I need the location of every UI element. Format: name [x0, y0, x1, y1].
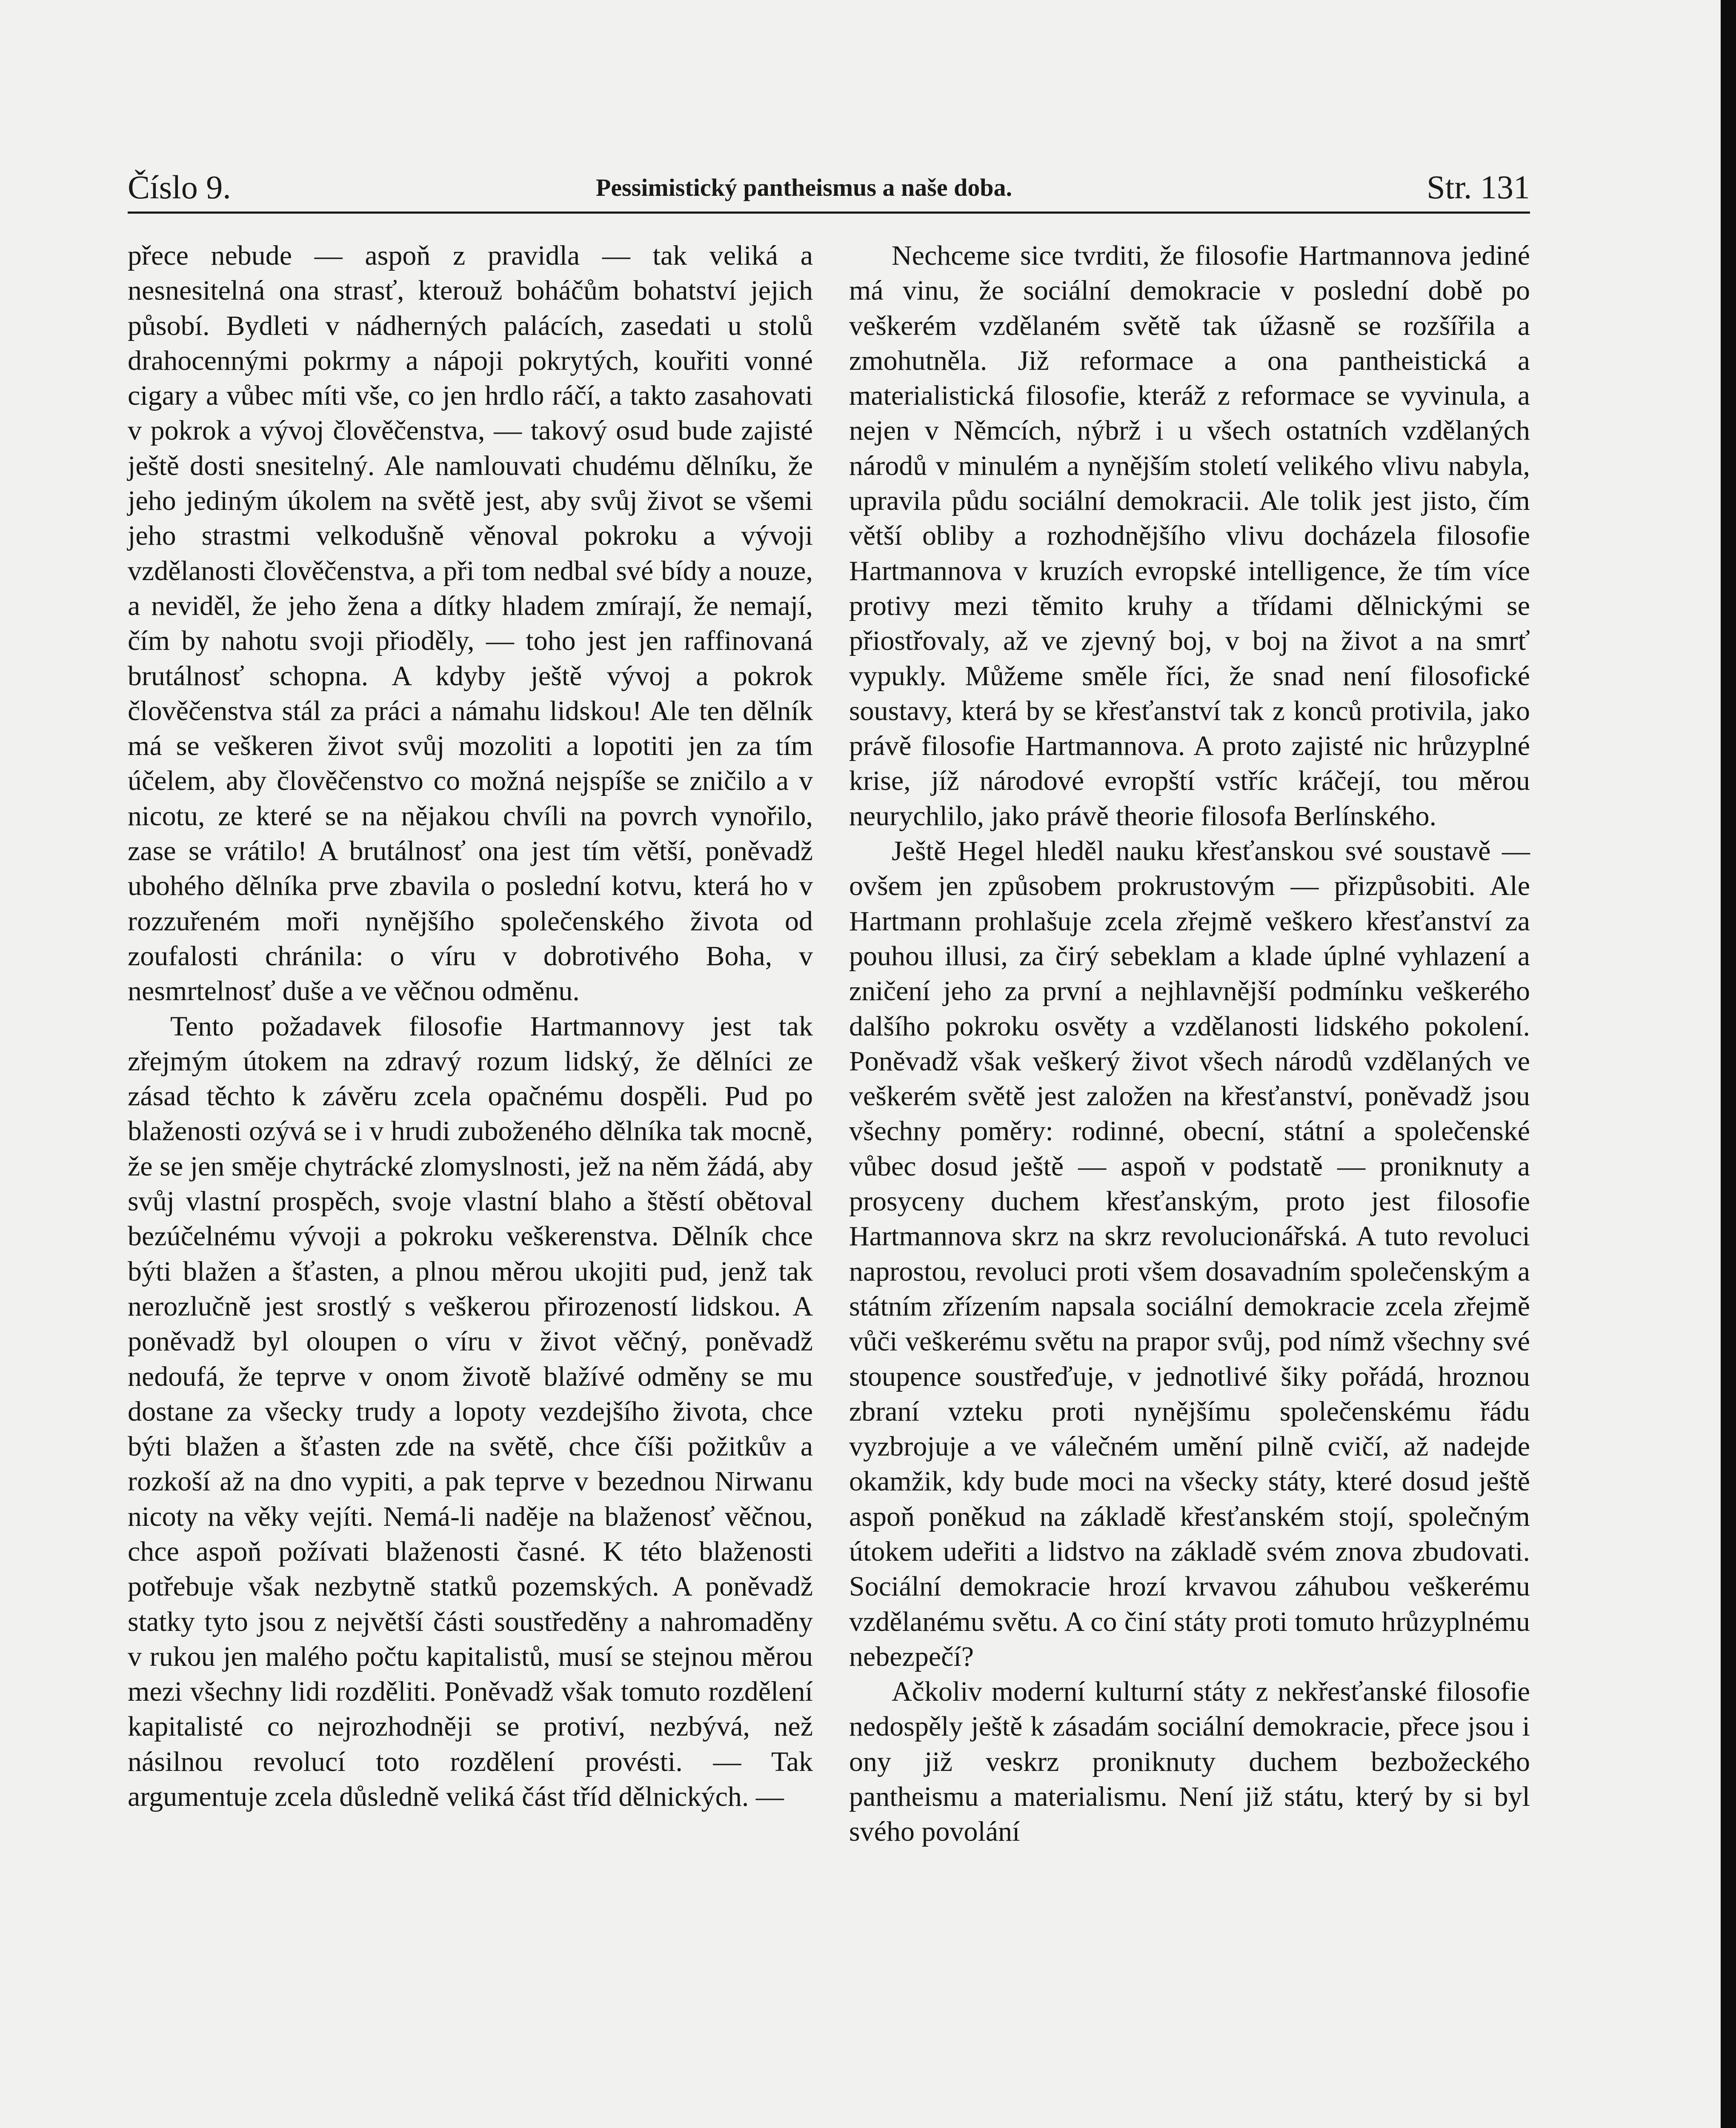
paragraph: Ačkoliv moderní kulturní státy z nekřesťanské filosofie nedospěly ještě k zásadám sociální demokracie, přece jsou i ony již veskrz proniknuty duchem bezbožeckého pantheismu a materialismu. Není již státu, který by si byl svého povolání: [849, 1676, 1530, 1848]
running-header: [128, 168, 1530, 206]
running-title: Pessimistický pantheismus a naše doba.: [596, 174, 1012, 201]
right-column: [849, 238, 1530, 1850]
paragraph: Tento požadavek filosofie Hartmannovy jest tak zřejmým útokem na zdravý rozum lidský, že dělníci ze zásad těchto k závěru zcela opačnému dospěli. Pud po blaženosti ozývá se i v hrudi zuboženého dělníka tak mocně, že se jen směje chytrácké zlomyslnosti, jež na něm žádá, aby svůj vlastní prospěch, svoje vlastní blaho a štěstí obětoval bezúčelnému vývoji a pokroku veškerenstva. Dělník chce býti blažen a šťasten, a plnou měrou ukojiti pud, jenž tak nerozlučně jest srostlý s veškerou přirozeností lidskou. A poněvadž byl oloupen o víru v život věčný, poněvadž nedoufá, že teprve v onom životě blažívé odměny se mu dostane za všecky trudy a lopoty vezdejšího života, chce býti blažen a šťasten zde na světě, chce číši požitkův a rozkoší až na dno vypiti, a pak teprve v bezednou Nirwanu nicoty na věky vejíti. Nemá-li naděje na blaženosť věčnou, chce aspoň požívati blaženosti časné. K této blaženosti potřebuje však nezbytně statků pozemských. A poněvadž statky tyto jsou z největší části soustředěny a nahromaděny v rukou jen malého počtu kapitalistů, musí se stejnou měrou mezi všechny lidi rozděliti. Poněvadž však tomuto rozdělení kapitalisté co nejrozhodněji se protiví, nezbývá, než násilnou revolucí toto rozdělení provésti. — Tak argumentuje zcela důsledně veliká část tříd dělnických. —: [128, 1010, 813, 1813]
left-column: [128, 238, 813, 1814]
paragraph: přece nebude — aspoň z pravidla — tak veliká a nesnesitelná ona strasť, kterouž boháčům bohatství jejich působí. Bydleti v nádherných palácích, zasedati u stolů drahocennými pokrmy a nápoji pokrytých, kouřiti vonné cigary a vůbec míti vše, co jen hrdlo ráčí, a takto zasahovati v pokrok a vývoj člověčenstva, — takový osud bude zajisté ještě dosti snesitelný. Ale namlouvati chudému dělníku, že jeho jediným úkolem na světě jest, aby svůj život se všemi jeho strastmi velkodušně věnoval pokroku a vývoji vzdělanosti člověčenstva, a při tom nedbal své bídy a nouze, a neviděl, že jeho žena a dítky hladem zmírají, že nemají, čím by nahotu svoji přioděly, — toho jest jen raffinovaná brutálnosť schopna. A kdyby ještě vývoj a pokrok člověčenstva stál za práci a námahu lidskou! Ale ten dělník má se veškeren život svůj mozoliti a lopotiti jen za tím účelem, aby člověčenstvo co možná nejspíše se zničilo a v nicotu, ze které se na nějakou chvíli na povrch vynořilo, zase se vrátilo! A brutálnosť ona jest tím větší, poněvadž ubohého dělníka prve zbavila o poslední kotvu, která ho v rozzuřeném moři nynějšího společenského života od zoufalosti chránila: o víru v dobrotivého Boha, v nesmrtelnosť duše a ve věčnou odměnu.: [128, 240, 813, 1007]
page-number: Str. 131: [1427, 169, 1530, 206]
issue-number: Číslo 9.: [128, 169, 231, 206]
paragraph: Ještě Hegel hleděl nauku křesťanskou své soustavě — ovšem jen způsobem prokrustovým — přizpůsobiti. Ale Hartmann prohlašuje zcela zřejmě veškero křesťanství za pouhou illusi, za čirý sebeklam a klade úplné vyhlazení a zničení jeho za první a nejhlavnější podmínku veškerého dalšího pokroku osvěty a vzdělanosti lidského pokolení. Poněvadž však veškerý život všech národů vzdělaných ve veškerém světě jest založen na křesťanství, poněvadž jsou všechny poměry: rodinné, obecní, státní a společenské vůbec dosud ještě — aspoň v podstatě — proniknuty a prosyceny duchem křesťanským, proto jest filosofie Hartmannova skrz na skrz revolucionářská. A tuto revoluci naprostou, revoluci proti všem dosavadním společenským a státním zřízením napsala sociální demokracie zcela zřejmě vůči veškerému světu na prapor svůj, pod nímž všechny své stoupence soustřeďuje, v jednotlivé šiky pořádá, hroznou zbraní vzteku proti nynějšímu společenskému řádu vyzbrojuje a ve válečném umění pilně cvičí, až nadejde okamžik, kdy bude moci na všecky státy, které dosud ještě aspoň poněkud na základě křesťanském stojí, společným útokem udeřiti a lidstvo na základě svém znova zbudovati. Sociální demokracie hrozí krvavou záhubou veškerému vzdělanému světu. A co činí státy proti tomuto hrůzyplnému nebezpečí?: [849, 835, 1530, 1672]
paragraph: Nechceme sice tvrditi, že filosofie Hartmannova jediné má vinu, že sociální demokracie v poslední době po veškerém vzdělaném světě tak úžasně se rozšířila a zmohutněla. Již reformace a ona pantheistická a materialistická filosofie, kteráž z reformace se vyvinula, a nejen v Němcích, nýbrž i u všech ostatních vzdělaných národů v minulém a nynějším století velikého vlivu nabyla, upravila půdu sociální demokracii. Ale tolik jest jisto, čím větší obliby a rozhodnějšího vlivu docházela filosofie Hartmannova v kruzích evropské intelligence, že tím více protivy mezi těmito kruhy a třídami dělnickými se přiostřovaly, až ve zjevný boj, v boj na život a na smrť vypukly. Můžeme směle říci, že snad není filosofické soustavy, která by se křesťanství tak z konců protivila, jako právě filosofie Hartmannova. A proto zajisté nic hrůzyplné krise, jíž národové evropští vstříc kráčejí, tou měrou neurychlilo, jako právě theorie filosofa Berlínského.: [849, 240, 1530, 832]
header-rule: [128, 212, 1530, 214]
